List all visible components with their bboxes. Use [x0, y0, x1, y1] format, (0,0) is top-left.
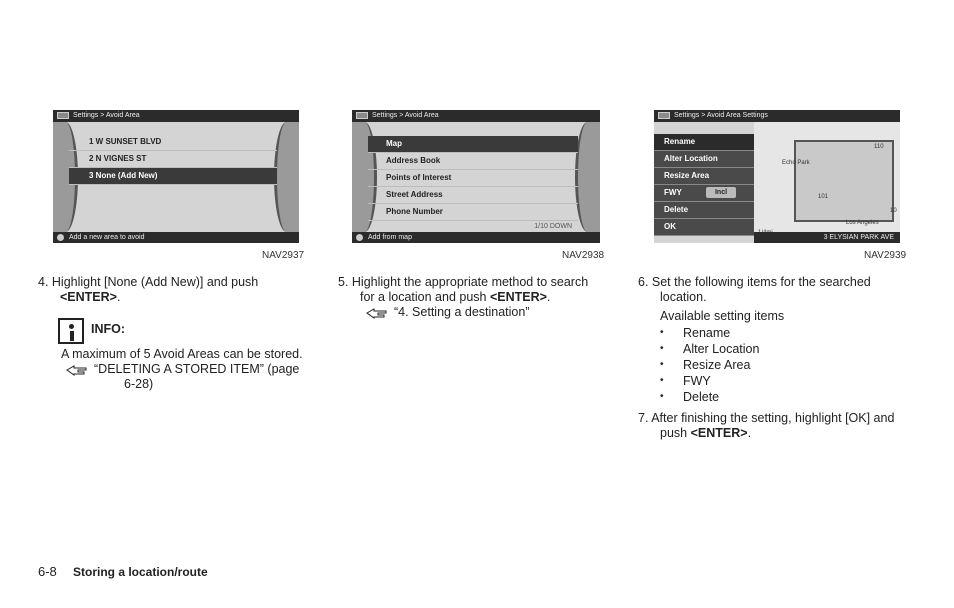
list-item: • Delete — [683, 389, 719, 405]
menu-item-ok[interactable]: OK — [654, 219, 754, 236]
step-text-line: location. — [660, 290, 707, 304]
list-item: • Rename — [683, 325, 730, 341]
reference-hand-icon — [66, 364, 88, 376]
map-label: Echo Park — [782, 160, 810, 166]
punct: . — [546, 290, 551, 304]
list-item[interactable]: 1 W SUNSET BLVD — [69, 134, 277, 151]
cross-reference — [338, 305, 618, 320]
list-item[interactable]: Street Address — [368, 187, 578, 204]
step-text: 6. Set the following items for the searched — [638, 275, 871, 289]
step-7 — [638, 411, 918, 441]
step-text-part: push — [660, 426, 691, 440]
info-icon — [57, 234, 64, 241]
list-item[interactable]: Map — [368, 136, 578, 153]
screen-header: Settings > Avoid Area — [53, 110, 299, 122]
map-view[interactable] — [754, 122, 900, 243]
route-shield: 101 — [818, 194, 829, 200]
available-items-label: Available setting items — [660, 309, 785, 323]
screen-footer: Add a new area to avoid — [53, 232, 299, 243]
step-text: 7. After finishing the setting, highlight [OK] and — [638, 411, 895, 425]
screen-header: Settings > Avoid Area Settings — [654, 110, 900, 122]
step-5 — [338, 275, 618, 320]
image-code: NAV2939 — [864, 250, 907, 261]
menu-item-delete[interactable]: Delete — [654, 202, 754, 219]
list-item[interactable]: Points of Interest — [368, 170, 578, 187]
screen-header: Settings > Avoid Area — [352, 110, 600, 122]
step-6 — [638, 275, 916, 305]
ref-text: “4. Setting a destination” — [394, 305, 530, 319]
menu-item-alter-location[interactable]: Alter Location — [654, 151, 754, 168]
settings-menu — [654, 134, 754, 236]
step-text-line — [638, 426, 918, 441]
page-indicator: 1/10 DOWN — [534, 223, 572, 230]
reference-hand-icon — [366, 307, 388, 319]
ref-line — [66, 362, 318, 377]
route-shield: 110 — [874, 144, 884, 150]
section-title: Storing a location/route — [73, 565, 208, 579]
image-code: NAV2938 — [562, 250, 605, 261]
punct: . — [116, 290, 121, 304]
list-item[interactable]: Phone Number — [368, 204, 578, 221]
map-label: Los Angeles — [846, 220, 879, 226]
screenshot-avoid-area-settings — [654, 110, 900, 243]
list-item: • Resize Area — [683, 357, 750, 373]
image-code: NAV2937 — [262, 250, 305, 261]
route-shield: 10 — [890, 208, 897, 214]
method-list — [368, 136, 578, 221]
incl-toggle[interactable]: Incl — [706, 187, 736, 198]
step-text-line — [38, 290, 316, 305]
info-text: A maximum of 5 Avoid Areas can be stored. — [61, 347, 303, 361]
step-text-line — [338, 290, 618, 305]
right-arc — [274, 122, 299, 232]
list-item[interactable]: Address Book — [368, 153, 578, 170]
step-text: 4. Highlight [None (Add New)] and push — [38, 275, 259, 289]
info-icon — [58, 318, 84, 344]
ref-text-cont: 6-28) — [124, 377, 154, 391]
ref-text: “DELETING A STORED ITEM” (page — [94, 362, 300, 376]
list-item: • FWY — [683, 373, 711, 389]
avoid-area-box[interactable] — [794, 140, 894, 222]
enter-key: <ENTER> — [60, 290, 117, 304]
list-item[interactable]: 2 N VIGNES ST — [69, 151, 277, 168]
enter-key: <ENTER> — [690, 426, 748, 440]
step-text: 5. Highlight the appropriate method to search — [338, 275, 589, 289]
screenshot-avoid-area-list — [53, 110, 299, 243]
punct: . — [747, 426, 752, 440]
settings-icon — [356, 112, 368, 119]
page-number: 6-8 — [38, 564, 57, 579]
list-item[interactable]: 3 None (Add New) — [69, 168, 277, 185]
menu-item-rename[interactable]: Rename — [654, 134, 754, 151]
settings-icon — [57, 112, 69, 119]
menu-item-resize-area[interactable]: Resize Area — [654, 168, 754, 185]
settings-icon — [658, 112, 670, 119]
step-4 — [38, 275, 316, 305]
menu-item-fwy[interactable]: FWY Incl — [654, 185, 754, 202]
screenshot-avoid-area-methods — [352, 110, 600, 243]
info-title: INFO: — [91, 322, 126, 336]
screen-footer: Add from map — [352, 232, 600, 243]
avoid-area-list — [69, 134, 277, 185]
enter-key: <ENTER> — [489, 290, 547, 304]
info-icon — [356, 234, 363, 241]
step-text-part: for a location and push — [360, 290, 490, 304]
list-item: • Alter Location — [683, 341, 759, 357]
screen-footer: 3 ELYSIAN PARK AVE — [754, 232, 900, 243]
cross-reference — [66, 362, 318, 392]
right-arc — [575, 122, 600, 232]
